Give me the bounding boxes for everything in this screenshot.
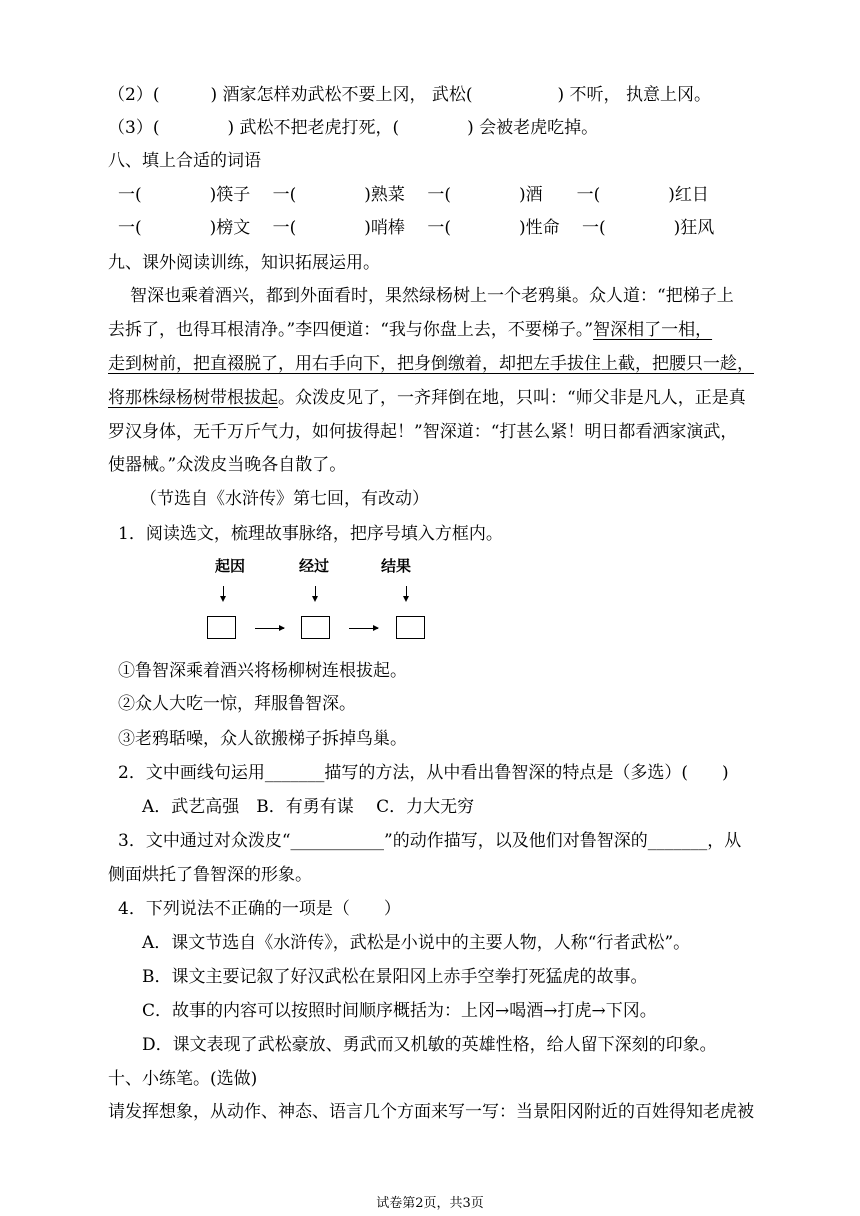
answer-box-process[interactable] (301, 616, 330, 639)
down-arrow-icon (406, 586, 407, 598)
underlined-sentence-part-3: 将那株绿杨树带根拔起 (108, 388, 278, 408)
flow-label-process: 经过 (299, 557, 330, 575)
section-10-heading: 十、小练笔。(选做) (108, 1069, 258, 1089)
question-9-4: 4．下列说法不正确的一项是（ ） (118, 899, 401, 919)
question-9-3: 3．文中通过对众泼皮“___________”的动作描写，以及他们对鲁智深的_______，从 (118, 831, 742, 851)
question-9-4-option-a: A．课文节选自《水浒传》，武松是小说中的主要人物，人称“行者武松”。 (142, 933, 691, 953)
page-footer: 试卷第2页，共3页 (376, 1196, 484, 1211)
question-9-1: 1．阅读选文，梳理故事脉络，把序号填入方框内。 (118, 524, 503, 544)
passage-line-2 (108, 320, 712, 340)
word-fill-row-2: 一( )榜文 一( )哨棒 一( )性命 一( )狂风 (118, 218, 715, 238)
section-9-heading: 九、课外阅读训练，知识拓展运用。 (108, 253, 380, 273)
down-arrow-icon (223, 586, 224, 598)
answer-box-cause[interactable] (207, 616, 236, 639)
passage-line-6: 使器械。”众泼皮当晚各自散了。 (108, 455, 347, 475)
flow-label-result: 结果 (381, 557, 412, 575)
question-9-2: 2．文中画线句运用_______描写的方法，从中看出鲁智深的特点是（多选）( ) (118, 763, 729, 783)
passage-line-1: 智深也乘着酒兴，都到外面看时，果然绿杨树上一个老鸦巢。众人道：“把梯子上 (130, 286, 734, 306)
passage-text: 。众泼皮见了，一齐拜倒在地，只叫：“师父非是凡人，正是真 (278, 388, 746, 408)
option-2: ②众人大吃一惊，拜服鲁智深。 (118, 694, 356, 714)
option-1: ①鲁智深乘着酒兴将杨柳树连根拔起。 (118, 661, 407, 681)
down-arrow-icon (315, 586, 316, 598)
word-fill-row-1: 一( )筷子 一( )熟菜 一( )酒 一( )红日 (118, 185, 709, 205)
question-9-4-option-d: D．课文表现了武松豪放、勇武而又机敏的英雄性格，给人留下深刻的印象。 (142, 1035, 717, 1055)
passage-source: （节选自《水浒传》第七回，有改动） (140, 489, 429, 509)
passage-line-4 (108, 388, 746, 408)
question-9-3-continued: 侧面烘托了鲁智深的形象。 (108, 865, 312, 885)
question-7-3: （3）( ) 武松不把老虎打死，( ) 会被老虎吃掉。 (108, 118, 599, 138)
passage-text: 去拆了，也得耳根清净。”李四便道：“我与你盘上去，不要梯子。” (108, 320, 594, 340)
passage-line-5: 罗汉身体，无千万斤气力，如何拔得起！”智深道：“打甚么紧！明日都看洒家演武， (108, 422, 738, 442)
right-arrow-icon (255, 628, 284, 629)
question-9-2-options: A．武艺高强 B．有勇有谋 C．力大无穷 (142, 797, 475, 817)
section-8-heading: 八、填上合适的词语 (108, 151, 261, 171)
section-10-prompt: 请发挥想象，从动作、神态、语言几个方面来写一写：当景阳冈附近的百姓得知老虎被 (108, 1102, 754, 1122)
answer-box-result[interactable] (396, 616, 425, 639)
right-arrow-icon (349, 628, 378, 629)
underlined-sentence-part-1: 智深相了一相， (593, 320, 713, 340)
question-7-2: （2）( ) 酒家怎样劝武松不要上冈， 武松( ) 不听， 执意上冈。 (108, 85, 711, 105)
flow-label-cause: 起因 (215, 557, 246, 575)
option-3: ③老鸦聒噪，众人欲搬梯子拆掉鸟巢。 (118, 729, 407, 749)
question-9-4-option-b: B．课文主要记叙了好汉武松在景阳冈上赤手空拳打死猛虎的故事。 (142, 967, 648, 987)
question-9-4-option-c: C．故事的内容可以按照时间顺序概括为：上冈→喝酒→打虎→下冈。 (142, 1001, 657, 1021)
underlined-sentence-part-2: 走到树前，把直裰脱了，用右手向下，把身倒缴着，却把左手拔住上截，把腰只一趁， (108, 354, 754, 374)
